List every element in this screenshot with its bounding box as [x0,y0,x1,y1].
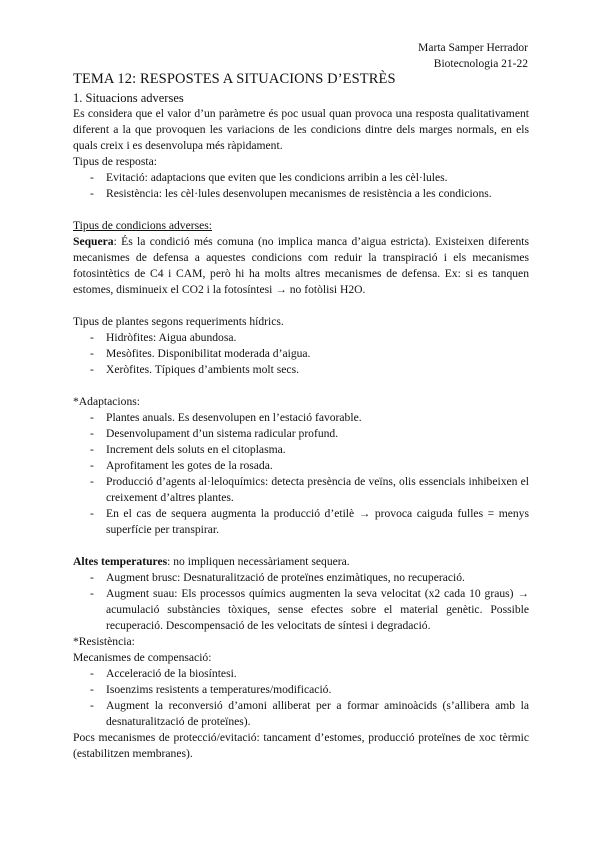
page-header [418,40,528,72]
adaptations-label: *Adaptacions: [73,395,140,408]
page-title: TEMA 12: RESPOSTES A SITUACIONS D’ESTRÈS [73,71,396,87]
list-item: - Resistència: les cèl·lules desenvolupen mecanismes de resistència a les condicions. [90,187,492,200]
list-item: - Evitació: adaptacions que eviten que les condicions arribin a les cèl·lules. [90,171,448,184]
course-name: Biotecnologia 21-22 [433,58,528,70]
list-item: - Increment dels soluts en el citoplasma. [90,443,286,456]
list-item: - Aprofitament les gotes de la rosada. [90,459,273,472]
list-item: - Xeròfites. Típiques d’ambients molt secs. [90,363,299,376]
list-item: - Isoenzims resistents a temperatures/modificació. [90,683,332,696]
plant-types-label: Tipus de plantes segons requeriments hídrics. [73,315,284,328]
heat-paragraph: Altes temperatures: no impliquen necessàriament sequera. [73,555,350,568]
drought-paragraph: Sequera: És la condició més comuna (no implica manca d’aigua estricta). Existeixen diferents mecanismes de defensa a aquestes condicions com reduir la transpiració i els mecanismes fotosintètics de C4 i CAM, però hi ha molts altres mecanismes de defensa. Ex: si es tanquen estomes, disminueix el CO2 i la fotosíntesi → no fotòlisi H2O. [73,235,529,296]
list-item: - Augment brusc: Desnaturalització de proteïnes enzimàtiques, no recuperació. [90,571,465,584]
intro-paragraph: Es considera que el valor d’un paràmetre és poc usual quan provoca una resposta qualitativament diferent a la que provoquen les variacions de les condicions dintre dels marges normals, en els quals creix i es desenvolupa més ràpidament. [73,107,529,152]
list-item: - Acceleració de la biosíntesi. [90,667,237,680]
protection-paragraph: Pocs mecanismes de protecció/evitació: tancament d’estomes, producció proteïnes de xoc tèrmic (estabilitzen membranes). [73,731,529,760]
list-item: - Plantes anuals. Es desenvolupen en l’estació favorable. [90,411,362,424]
compensation-label: Mecanismes de compensació: [73,651,212,664]
response-label: Tipus de resposta: [73,155,157,168]
list-item: - Augment la reconversió d’amoni alliberat per a formar aminoàcids (s’allibera amb la desnaturalització de proteïnes). [90,699,529,728]
heat-term: Altes temperatures [73,555,168,568]
list-item: - Producció d’agents al·leloquímics: detecta presència de veïns, olis essencials inhibeixen el creixement d’altres plantes. [90,475,529,504]
list-item: - Hidròfites: Aigua abundosa. [90,331,237,344]
response-list [73,170,529,202]
document-body [73,70,529,762]
resistance-label: *Resistència: [73,635,135,648]
plant-types-list [73,330,529,378]
compensation-list [73,666,529,730]
list-item: - Desenvolupament d’un sistema radicular profund. [90,427,339,440]
adaptations-list [73,410,529,538]
list-item: - Mesòfites. Disponibilitat moderada d’aigua. [90,347,311,360]
heat-list [73,570,529,634]
list-item: - En el cas de sequera augmenta la producció d’etilè → provoca caiguda fulles = menys superfície per transpirar. [90,507,529,536]
author-name: Marta Samper Herrador [418,42,528,54]
section-heading: 1. Situacions adverses [73,91,184,105]
list-item: - Augment suau: Els processos químics augmenten la seva velocitat (x2 cada 10 graus) → acumulació substàncies tòxiques, sense efectes sobre el material genètic. Possible recuperació. Descompensació de les velocitats de síntesi i degradació. [90,587,529,632]
drought-term: Sequera [73,235,114,248]
conditions-heading: Tipus de condicions adverses: [73,219,213,232]
